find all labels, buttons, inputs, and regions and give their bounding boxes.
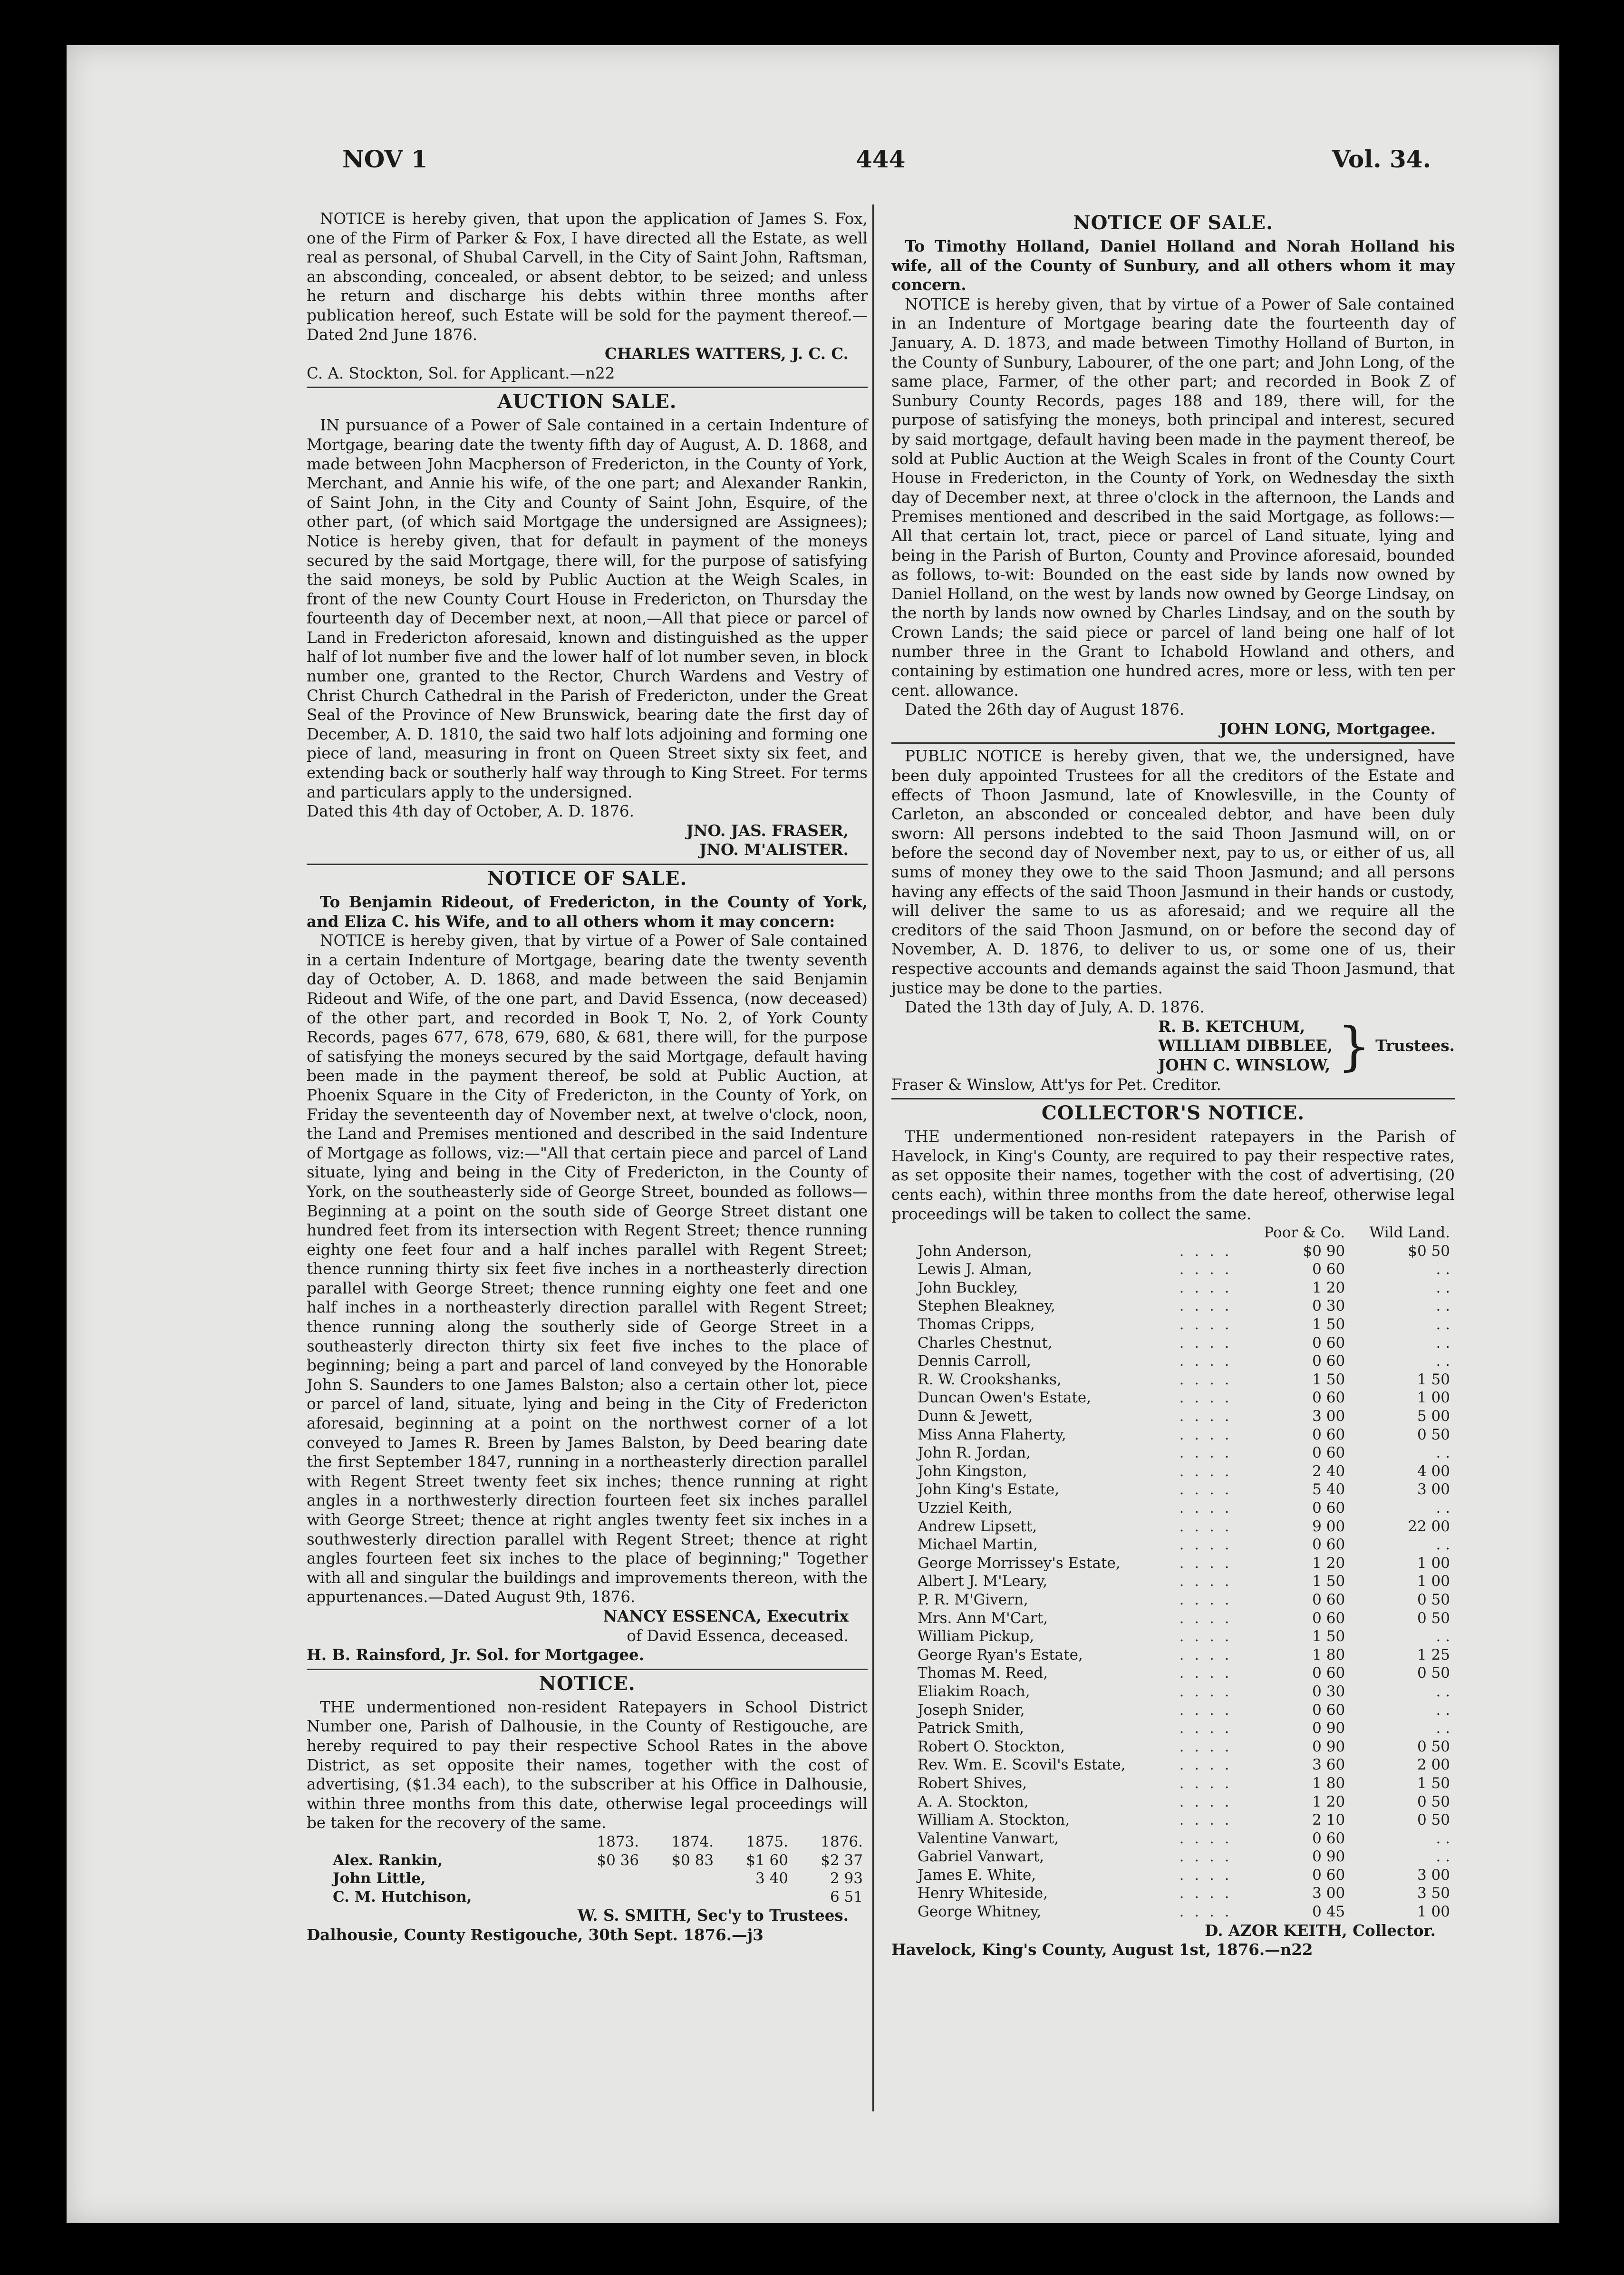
rate-cell (644, 1869, 718, 1888)
rate-cell: $0 83 (671, 1851, 714, 1869)
leader-dots: . . . . (1179, 1609, 1232, 1627)
rate-cell (644, 1888, 718, 1906)
ratepayer-name: James E. White, (918, 1866, 1036, 1884)
ratepayer-name: William A. Stockton, (918, 1811, 1070, 1829)
leader-dots: . . . . (1179, 1866, 1232, 1884)
wild-land-rate-cell: 0 50 (1417, 1738, 1450, 1755)
rate-cell: 3 40 (755, 1870, 788, 1887)
ratepayer-name: John R. Jordan, (918, 1444, 1031, 1462)
page-header (342, 145, 1431, 183)
poor-rate-cell: 0 60 (1312, 1866, 1345, 1884)
year-header: 1876. (821, 1833, 863, 1850)
auction-sale-text: IN pursuance of a Power of Sale contained in a certain Indenture of Mortgage, bearing date the twenty fifth day of August, A. D. 1868, and made between John Macpherson of Fredericton, in the County of York, Merchant, and Annie his wife, of the one part; and Alexander Rankin, of Saint John, in the City and County of Saint John, Esquire, of the other part, (of which said Mortgage the undersigned are Assignees); Notice is hereby given, that for default in payment of the moneys secured by the said Mortgage, there will, for the purpose of satisfying the said moneys, be sold by Public Auction at the Weigh Scales, in front of the new County Court House in Fredericton, on Thursday the fourteenth day of December next, at noon,—All that piece or parcel of Land in Fredericton aforesaid, known and distinguished as the upper half of lot number five and the lower half of lot number seven, in block number one, granted to the Rector, Church Wardens and Vestry of Christ Church Cathedral in the Parish of Fredericton, under the Great Seal of the Province of New Brunswick, bearing date the first day of December, A. D. 1810, the said two half lots adjoining and forming one piece of land, measuring in front on Queen Street sixty six feet, and extending back or southerly half way through to King Street. For terms and particulars apply to the undersigned. (307, 416, 868, 801)
wild-land-rate-cell: 3 50 (1417, 1885, 1450, 1902)
poor-rate-cell: 0 90 (1312, 1720, 1345, 1737)
table-row (891, 1903, 1455, 1921)
poor-rate-cell: 2 40 (1312, 1462, 1345, 1480)
table-row (307, 1869, 868, 1888)
ratepayer-name: R. W. Crookshanks, (918, 1371, 1062, 1388)
rate-cell: $0 36 (597, 1851, 639, 1869)
auction-sale-dated: Dated this 4th day of October, A. D. 1876. (307, 802, 634, 821)
leader-dots: . . . . (1179, 1261, 1232, 1278)
table-row (891, 1536, 1455, 1554)
wild-land-rate-cell: . . (1436, 1261, 1450, 1278)
leader-dots: . . . . (1179, 1664, 1232, 1682)
poor-rate-cell: 0 60 (1312, 1536, 1345, 1554)
leader-dots: . . . . (1179, 1481, 1232, 1498)
table-row (891, 1242, 1455, 1261)
poor-rate-cell: 1 20 (1312, 1793, 1345, 1810)
rate-cell: $2 37 (821, 1851, 863, 1869)
ratepayer-name: Charles Chestnut, (918, 1334, 1053, 1351)
table-row (891, 1315, 1455, 1334)
wild-land-rate-cell: 5 00 (1417, 1408, 1450, 1425)
poor-column-header: Poor & Co. (1264, 1224, 1345, 1242)
wild-land-rate-cell: . . (1436, 1316, 1450, 1333)
wild-land-rate-cell: . . (1436, 1352, 1450, 1370)
table-row (891, 1371, 1455, 1389)
wild-land-rate-cell: 0 50 (1417, 1609, 1450, 1627)
poor-rate-cell: 0 30 (1312, 1682, 1345, 1700)
poor-rate-cell: 0 60 (1312, 1664, 1345, 1682)
poor-rate-cell: 0 60 (1312, 1499, 1345, 1517)
notice-of-sale-solicitor: H. B. Rainsford, Jr. Sol. for Mortgagee. (307, 1645, 644, 1664)
column-divider (872, 204, 874, 2111)
table-row (891, 1627, 1455, 1646)
wild-land-rate-cell: . . (1436, 1444, 1450, 1462)
poor-rate-cell: 0 60 (1312, 1444, 1345, 1462)
ratepayer-name: John King's Estate, (918, 1481, 1060, 1498)
ratepayer-name: C. M. Hutchison, (333, 1888, 472, 1906)
table-row (891, 1260, 1455, 1279)
wild-land-rate-cell: . . (1436, 1536, 1450, 1554)
notice-of-sale-signature-1: NANCY ESSENCA, Executrix (603, 1606, 849, 1625)
table-row (891, 1719, 1455, 1738)
poor-rate-cell: 1 50 (1312, 1316, 1345, 1333)
wild-land-rate-cell: 4 00 (1417, 1462, 1450, 1480)
wild-land-rate-cell: 1 25 (1417, 1646, 1450, 1663)
notice-of-sale-title: NOTICE OF SALE. (487, 867, 687, 890)
table-row (891, 1701, 1455, 1720)
rate-cell (718, 1888, 793, 1906)
ratepayer-name: Dennis Carroll, (918, 1352, 1031, 1370)
poor-rate-cell: 1 50 (1312, 1628, 1345, 1645)
poor-rate-cell: $0 90 (1303, 1242, 1345, 1260)
school-notice-place: Dalhousie, County Restigouche, 30th Sept. 1876.—j3 (307, 1925, 764, 1944)
table-row (891, 1279, 1455, 1297)
header-date: NOV 1 (342, 145, 428, 173)
ratepayer-name: Thomas Cripps, (918, 1316, 1035, 1333)
poor-rate-cell: 3 00 (1312, 1885, 1345, 1902)
table-row (891, 1646, 1455, 1664)
wild-land-rate-cell: . . (1436, 1499, 1450, 1517)
poor-rate-cell: 1 20 (1312, 1554, 1345, 1572)
table-row (891, 1811, 1455, 1829)
leader-dots: . . . . (1179, 1316, 1232, 1333)
ratepayer-name: John Anderson, (918, 1242, 1032, 1260)
poor-rate-cell: 3 60 (1312, 1756, 1345, 1774)
table-row (307, 1888, 868, 1906)
table-row (891, 1793, 1455, 1811)
leader-dots: . . . . (1179, 1591, 1232, 1608)
wild-land-rate-cell: 1 00 (1417, 1389, 1450, 1407)
ratepayer-name: A. A. Stockton, (918, 1793, 1029, 1810)
table-row (891, 1517, 1455, 1536)
notice-of-sale-addressee: To Benjamin Rideout, of Fredericton, in the County of York, and Eliza C. his Wife, and to all others whom it may concern: (307, 893, 868, 931)
leader-dots: . . . . (1179, 1408, 1232, 1425)
left-column (307, 209, 868, 1944)
wild-land-rate-cell: 1 00 (1417, 1903, 1450, 1921)
table-row (891, 1774, 1455, 1793)
poor-rate-cell: 0 90 (1312, 1738, 1345, 1755)
divider (891, 1098, 1455, 1099)
wild-land-rate-cell: . . (1436, 1297, 1450, 1315)
public-notice-text: PUBLIC NOTICE is hereby given, that we, the undersigned, have been duly appointed Trustees for all the creditors of the Estate and effects of Thoon Jasmund, late of Knowlesville, in the County of Carleton, an absconded or concealed debtor, and have been duly sworn: All persons indebted to the said Thoon Jasmund will, on or before the second day of November next, pay to us, or either of us, all sums of money they owe to the said Thoon Jasmund; and all persons having any effects of the said Thoon Jasmund in their hands or custody, will deliver the same to us as aforesaid; and we require all the creditors of the said Thoon Jasmund, on or before the second day of November, A. D. 1876, to deliver to us, or some one of us, their respective accounts and demands against the said Thoon Jasmund, that justice may be done to the parties. (891, 747, 1455, 997)
table-row (891, 1480, 1455, 1499)
auction-sale-title: AUCTION SALE. (497, 390, 677, 413)
school-notice-signature: W. S. SMITH, Sec'y to Trustees. (577, 1906, 849, 1925)
public-notice-dated: Dated the 13th day of July, A. D. 1876. (905, 998, 1205, 1017)
leader-dots: . . . . (1179, 1774, 1232, 1792)
leader-dots: . . . . (1179, 1536, 1232, 1554)
ratepayer-name: Lewis J. Alman, (918, 1261, 1032, 1278)
collector-signature: D. AZOR KEITH, Collector. (1205, 1921, 1436, 1940)
wild-land-rate-cell: 22 00 (1408, 1517, 1450, 1535)
table-header-row (891, 1224, 1455, 1242)
ratepayer-name: John Kingston, (918, 1462, 1027, 1480)
poor-rate-cell: 3 00 (1312, 1408, 1345, 1425)
poor-rate-cell: 0 90 (1312, 1848, 1345, 1866)
leader-dots: . . . . (1179, 1738, 1232, 1755)
trustee-name: R. B. KETCHUM, (1158, 1017, 1305, 1036)
table-row (891, 1352, 1455, 1371)
ratepayer-name: Alex. Rankin, (333, 1851, 443, 1869)
ratepayer-name: John Buckley, (918, 1279, 1018, 1296)
leader-dots: . . . . (1179, 1885, 1232, 1902)
ratepayer-name: George Ryan's Estate, (918, 1646, 1083, 1663)
ratepayer-name: Mrs. Ann M'Cart, (918, 1609, 1048, 1627)
table-header-row (307, 1833, 868, 1851)
ratepayer-name: William Pickup, (918, 1628, 1034, 1645)
rate-cell (569, 1888, 644, 1906)
rate-cell: 2 93 (830, 1870, 863, 1887)
leader-dots: . . . . (1179, 1371, 1232, 1388)
poor-rate-cell: 0 60 (1312, 1334, 1345, 1351)
ratepayer-name: Eliakim Roach, (918, 1682, 1030, 1700)
wild-land-rate-cell: . . (1436, 1720, 1450, 1737)
table-row (891, 1554, 1455, 1573)
year-header: 1874. (671, 1833, 714, 1850)
header-volume: Vol. 34. (1332, 145, 1431, 173)
leader-dots: . . . . (1179, 1628, 1232, 1645)
holland-notice-signature: JOHN LONG, Mortgagee. (1219, 719, 1436, 738)
leader-dots: . . . . (1179, 1242, 1232, 1260)
poor-rate-cell: 0 30 (1312, 1297, 1345, 1315)
poor-rate-cell: 0 60 (1312, 1609, 1345, 1627)
poor-rate-cell: 0 60 (1312, 1261, 1345, 1278)
ratepayer-name: Valentine Vanwart, (918, 1829, 1059, 1847)
header-page-number: 444 (856, 145, 906, 173)
poor-rate-cell: 0 60 (1312, 1829, 1345, 1847)
table-row (891, 1664, 1455, 1682)
poor-rate-cell: 5 40 (1312, 1481, 1345, 1498)
ratepayer-name: Stephen Bleakney, (918, 1297, 1055, 1315)
trustees-block (891, 1017, 1455, 1075)
absconding-debtor-solicitor: C. A. Stockton, Sol. for Applicant.—n22 (307, 364, 615, 382)
table-row (891, 1426, 1455, 1444)
leader-dots: . . . . (1179, 1297, 1232, 1315)
collector-rates-table (891, 1224, 1455, 1921)
auction-sale-signature-1: JNO. JAS. FRASER, (686, 821, 849, 840)
leader-dots: . . . . (1179, 1279, 1232, 1296)
rate-cell: 6 51 (830, 1888, 863, 1906)
table-row (891, 1738, 1455, 1756)
wild-land-rate-cell: . . (1436, 1628, 1450, 1645)
wild-land-rate-cell: 1 00 (1417, 1554, 1450, 1572)
table-row (891, 1866, 1455, 1885)
holland-notice-dated: Dated the 26th day of August 1876. (905, 700, 1185, 719)
wild-land-column-header: Wild Land. (1369, 1224, 1450, 1242)
ratepayer-name: Albert J. M'Leary, (918, 1573, 1048, 1590)
table-row (891, 1591, 1455, 1609)
wild-land-rate-cell: $0 50 (1408, 1242, 1450, 1260)
ratepayer-name: Miss Anna Flaherty, (918, 1426, 1066, 1443)
leader-dots: . . . . (1179, 1701, 1232, 1719)
holland-notice-text: NOTICE is hereby given, that by virtue of a Power of Sale contained in an Indenture of Mortgage bearing date the fourteenth day of January, A. D. 1873, and made between Timothy Holland of Burton, in the County of Sunbury, Labourer, of the one part; and John Long, of the same place, Farmer, of the other part; and recorded in Book Z of Sunbury County Records, pages 188 and 189, there will, for the purpose of satisfying the moneys, both principal and interest, secured by said mortgage, default having been made in the payment thereof, be sold at Public Auction at the Weigh Scales in front of the County Court House in Fredericton, in the County of York, on Wednesday the sixth day of December next, at three o'clock in the afternoon, the Lands and Premises mentioned and described in the said Mortgage, as follows:—All that certain lot, tract, piece or parcel of Land situate, lying and being in the Parish of Burton, County and Province aforesaid, bounded as follows, to-wit: Bounded on the east side by lands now owned by Daniel Holland, on the west by lands now owned by George Lindsay, on the north by lands now owned by Charles Lindsay, and on the south by Crown Lands; the said piece or parcel of land being one half of lot number three in the Grant to Ichabold Howland and others, and containing by estimation one hundred acres, more or less, with ten per cent. allowance. (891, 295, 1455, 700)
leader-dots: . . . . (1179, 1646, 1232, 1663)
leader-dots: . . . . (1179, 1426, 1232, 1443)
leader-dots: . . . . (1179, 1829, 1232, 1847)
ratepayer-name: Henry Whiteside, (918, 1885, 1048, 1902)
wild-land-rate-cell: . . (1436, 1682, 1450, 1700)
wild-land-rate-cell: 0 50 (1417, 1591, 1450, 1608)
ratepayer-name: Duncan Owen's Estate, (918, 1389, 1092, 1407)
brace-glyph: } (1337, 1015, 1371, 1077)
absconding-debtor-signature: CHARLES WATTERS, J. C. C. (604, 344, 849, 363)
poor-rate-cell: 2 10 (1312, 1811, 1345, 1829)
table-row (891, 1829, 1455, 1848)
divider (307, 864, 868, 865)
wild-land-rate-cell: 2 00 (1417, 1756, 1450, 1774)
leader-dots: . . . . (1179, 1793, 1232, 1810)
wild-land-rate-cell: 3 00 (1417, 1866, 1450, 1884)
table-row (891, 1444, 1455, 1462)
wild-land-rate-cell: 0 50 (1417, 1811, 1450, 1829)
leader-dots: . . . . (1179, 1389, 1232, 1407)
table-row (891, 1572, 1455, 1591)
table-row (891, 1297, 1455, 1315)
trustee-names (1158, 1017, 1333, 1075)
divider (307, 387, 868, 388)
poor-rate-cell: 9 00 (1312, 1517, 1345, 1535)
leader-dots: . . . . (1179, 1352, 1232, 1370)
leader-dots: . . . . (1179, 1517, 1232, 1535)
leader-dots: . . . . (1179, 1903, 1232, 1921)
trustee-name: JOHN C. WINSLOW, (1158, 1055, 1331, 1074)
leader-dots: . . . . (1179, 1848, 1232, 1866)
poor-rate-cell: 1 50 (1312, 1573, 1345, 1590)
ratepayer-name: John Little, (333, 1870, 426, 1887)
table-row (891, 1847, 1455, 1866)
divider (891, 742, 1455, 744)
leader-dots: . . . . (1179, 1554, 1232, 1572)
table-row (891, 1389, 1455, 1407)
poor-rate-cell: 0 45 (1312, 1903, 1345, 1921)
wild-land-rate-cell: . . (1436, 1701, 1450, 1719)
wild-land-rate-cell: . . (1436, 1279, 1450, 1296)
wild-land-rate-cell: . . (1436, 1848, 1450, 1866)
leader-dots: . . . . (1179, 1756, 1232, 1774)
rate-cell (569, 1869, 644, 1888)
rate-cell: $1 60 (746, 1851, 788, 1869)
wild-land-rate-cell: 0 50 (1417, 1664, 1450, 1682)
poor-rate-cell: 1 20 (1312, 1279, 1345, 1296)
table-row (891, 1407, 1455, 1426)
table-row (891, 1609, 1455, 1628)
school-notice-title: NOTICE. (539, 1672, 636, 1695)
table-row (307, 1851, 868, 1870)
poor-rate-cell: 1 80 (1312, 1774, 1345, 1792)
poor-rate-cell: 0 60 (1312, 1426, 1345, 1443)
leader-dots: . . . . (1179, 1573, 1232, 1590)
poor-rate-cell: 1 80 (1312, 1646, 1345, 1663)
wild-land-rate-cell: 0 50 (1417, 1793, 1450, 1810)
wild-land-rate-cell: 1 00 (1417, 1573, 1450, 1590)
holland-notice-addressee: To Timothy Holland, Daniel Holland and Norah Holland his wife, all of the County of Sunbury, and all others whom it may concern. (891, 237, 1455, 294)
leader-dots: . . . . (1179, 1682, 1232, 1700)
trustee-name: WILLIAM DIBBLEE, (1158, 1036, 1333, 1055)
leader-dots: . . . . (1179, 1720, 1232, 1737)
ratepayer-name: Uzziel Keith, (918, 1499, 1013, 1517)
leader-dots: . . . . (1179, 1334, 1232, 1351)
collector-place: Havelock, King's County, August 1st, 1876.—n22 (891, 1940, 1313, 1959)
ratepayer-name: Rev. Wm. E. Scovil's Estate, (918, 1756, 1126, 1774)
ratepayer-name: Robert O. Stockton, (918, 1738, 1065, 1755)
right-column (891, 209, 1455, 1960)
wild-land-rate-cell: . . (1436, 1334, 1450, 1351)
collectors-notice-text: THE undermentioned non-resident ratepayers in the Parish of Havelock, in King's County, are required to pay their respective rates, as set opposite their names, together with the cost of advertising, (20 cents each), within three months from the date hereof, otherwise legal proceedings will be taken to collect the same. (891, 1128, 1455, 1223)
notice-of-sale-signature-2: of David Essenca, deceased. (627, 1626, 849, 1645)
leader-dots: . . . . (1179, 1811, 1232, 1829)
ratepayer-name: Patrick Smith, (918, 1720, 1024, 1737)
notice-of-sale-text: NOTICE is hereby given, that by virtue of a Power of Sale contained in a certain Indenture of Mortgage, bearing date the twenty seventh day of October, A. D. 1868, and made between the said Benjamin Rideout and Wife, of the one part, and David Essenca, (now deceased) of the other part, and recorded in Book T, No. 2, of York County Records, pages 677, 678, 679, 680, & 681, there will, for the purpose of satisfying the moneys secured by the said Mortgage, default having been made in the payment thereof, be sold at Public Auction, at Phoenix Square in the City of Fredericton, in the County of York, on Friday the seventeenth day of November next, at twelve o'clock, noon, the Land and Premises mentioned and described in the said Indenture of Mortgage as follows, viz:—"All that certain piece and parcel of Land situate, lying and being in the City of Fredericton, in the County of York, on the southeasterly side of George Street, bounded as follows—Beginning at a point on the south side of George Street distant one hundred feet from its intersection with Regent Street; thence running eighty one feet four and a half inches parallel with Regent Street; thence running thirty six feet five inches in a northeasterly direction parallel with George Street; thence running eighty one feet and one half inches in a northeasterly direction parallel with Regent Street; thence running along the southerly side of George Street in a southeasterly directon thirty six feet five inches to the place of beginning; being a part and parcel of land conveyed by the Honorable John S. Saunders to one James Balston; also a certain other lot, piece or parcel of land, situate, lying and being in the City of Fredericton aforesaid, beginning at a point on the northwest corner of a lot conveyed to James R. Breen by James Balston, by Deed bearing date the first September 1847, running in a northeasterly direction parallel with Regent Street twenty feet six inches; thence running at right angles in a northwesterly direction fourteen feet six inches parallel with George Street; thence at right angles twenty feet six inches in a southwesterly direction parallel with Regent Street; thence at right angles fourteen feet six inches to the place of beginning;" Together with all and singular the buildings and improvements thereon, with the appurtenances.—Dated August 9th, 1876. (307, 932, 868, 1606)
school-rates-table (307, 1833, 868, 1906)
wild-land-rate-cell: 1 50 (1417, 1371, 1450, 1388)
leader-dots: . . . . (1179, 1499, 1232, 1517)
ratepayer-name: George Morrissey's Estate, (918, 1554, 1121, 1572)
wild-land-rate-cell: 3 00 (1417, 1481, 1450, 1498)
ratepayer-name: Robert Shives, (918, 1774, 1027, 1792)
holland-notice-title: NOTICE OF SALE. (1073, 212, 1273, 234)
ratepayer-name: George Whitney, (918, 1903, 1042, 1921)
collectors-notice-title: COLLECTOR'S NOTICE. (1041, 1102, 1305, 1125)
year-header: 1873. (597, 1833, 639, 1850)
auction-sale-signature-2: JNO. M'ALISTER. (699, 840, 849, 859)
poor-rate-cell: 0 60 (1312, 1591, 1345, 1608)
ratepayer-name: Dunn & Jewett, (918, 1408, 1033, 1425)
year-header: 1875. (746, 1833, 788, 1850)
public-notice-attorneys: Fraser & Winslow, Att'ys for Pet. Creditor. (891, 1075, 1221, 1094)
leader-dots: . . . . (1179, 1444, 1232, 1462)
poor-rate-cell: 0 60 (1312, 1389, 1345, 1407)
ratepayer-name: Andrew Lipsett, (918, 1517, 1037, 1535)
ratepayer-name: Gabriel Vanwart, (918, 1848, 1044, 1866)
trustees-label: Trustees. (1375, 1036, 1455, 1055)
table-row (891, 1682, 1455, 1701)
divider (307, 1669, 868, 1670)
school-notice-text: THE undermentioned non-resident Ratepayers in School District Number one, Parish of Dalhousie, in the County of Restigouche, are hereby required to pay their respective School Rates in the above District, as set opposite their names, together with the cost of advertising, ($1.34 each), to the subscriber at his Office in Dalhousie, within three months from this date, otherwise legal proceedings will be taken for the recovery of the same. (307, 1698, 868, 1832)
table-row (891, 1499, 1455, 1517)
wild-land-rate-cell: . . (1436, 1829, 1450, 1847)
ratepayer-name: Michael Martin, (918, 1536, 1038, 1554)
leader-dots: . . . . (1179, 1462, 1232, 1480)
table-row (891, 1334, 1455, 1352)
poor-rate-cell: 1 50 (1312, 1371, 1345, 1388)
table-row (891, 1884, 1455, 1903)
ratepayer-name: P. R. M'Givern, (918, 1591, 1028, 1608)
absconding-debtor-notice-text: NOTICE is hereby given, that upon the application of James S. Fox, one of the Firm of Parker & Fox, I have directed all the Estate, as well real as personal, of Shubal Carvell, in the City of Saint John, Raftsman, an absconding, concealed, or absent debtor, to be seized; and unless he return and discharge his debts within three months after publication hereof, such Estate will be sold for the payment thereof.—Dated 2nd June 1876. (307, 210, 868, 344)
ratepayer-name: Joseph Snider, (918, 1701, 1025, 1719)
table-row (891, 1462, 1455, 1481)
table-row (891, 1756, 1455, 1774)
poor-rate-cell: 0 60 (1312, 1352, 1345, 1370)
ratepayer-name: Thomas M. Reed, (918, 1664, 1048, 1682)
poor-rate-cell: 0 60 (1312, 1701, 1345, 1719)
wild-land-rate-cell: 1 50 (1417, 1774, 1450, 1792)
wild-land-rate-cell: 0 50 (1417, 1426, 1450, 1443)
